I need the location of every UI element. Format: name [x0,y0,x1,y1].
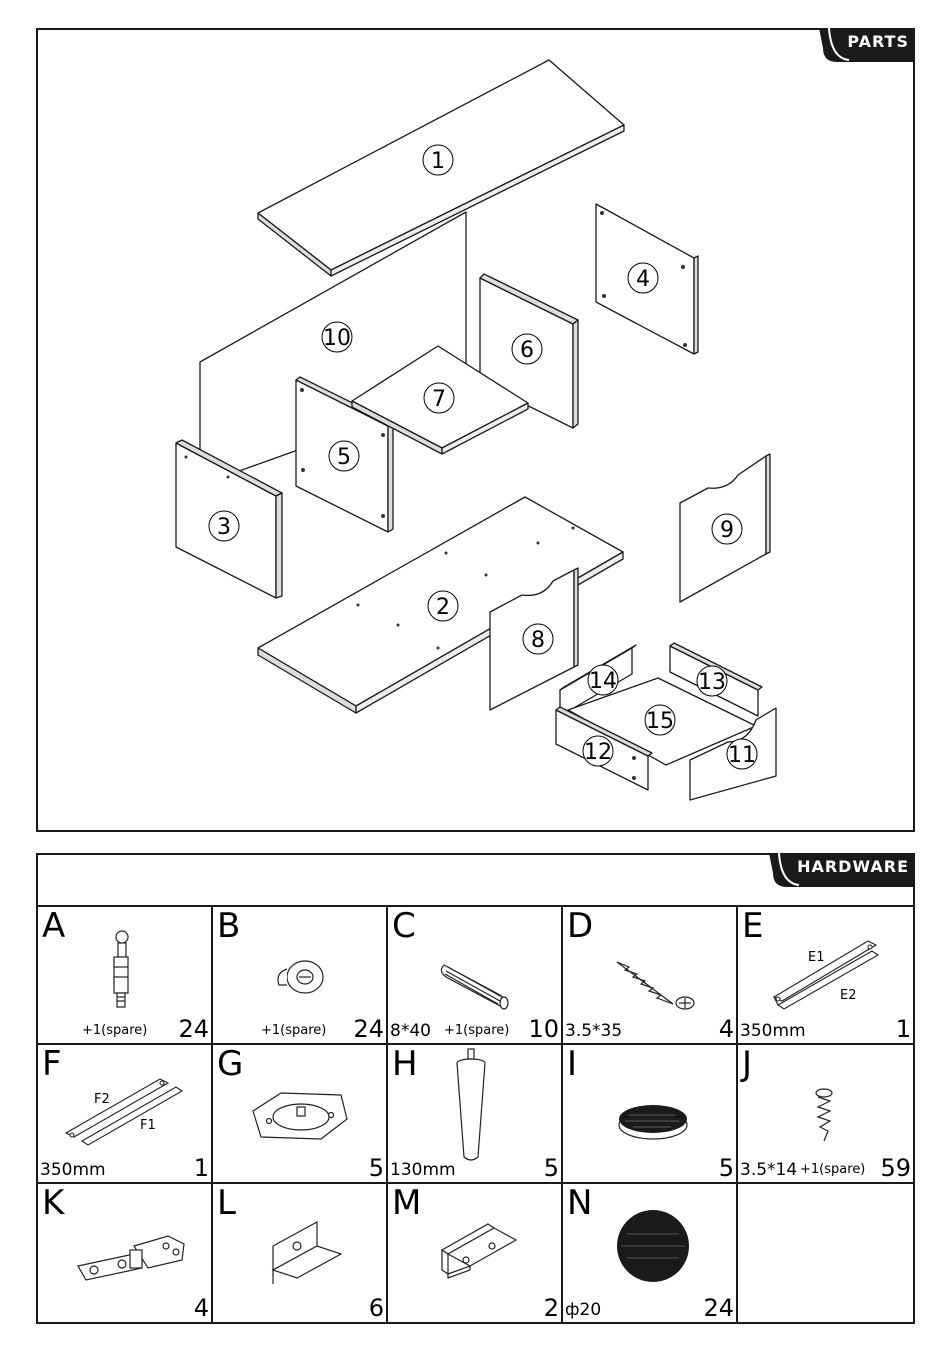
svg-text:3: 3 [217,515,231,540]
exploded-parts-diagram [38,30,913,830]
label-10 [322,322,352,352]
hardware-item-l [213,1184,388,1322]
item-size: 130mm [390,1159,456,1180]
label-5 [329,441,359,471]
svg-text:13: 13 [698,670,726,695]
label-8 [523,624,553,654]
hardware-tab-label: HARDWARE [797,857,909,876]
item-size: 3.5*35 [565,1021,623,1042]
item-qty: 4 [718,1015,734,1044]
item-qty: 24 [178,1015,209,1044]
sub-label-f1: F1 [140,1118,156,1134]
item-qty: 2 [543,1293,559,1322]
hardware-item-n [563,1184,738,1322]
item-qty: 4 [193,1293,209,1322]
hardware-item-k [38,1184,213,1322]
item-letter: M [392,1183,422,1223]
hardware-item-m [388,1184,563,1322]
hardware-item-d [563,907,738,1045]
item-letter: I [567,1045,578,1085]
label-4 [628,263,658,293]
svg-text:6: 6 [520,338,534,363]
label-1 [423,145,453,175]
parts-tab [819,28,915,62]
svg-text:10: 10 [323,326,351,351]
hardware-item-h [388,1045,563,1183]
corner-bracket-icon [213,1184,388,1322]
item-note: +1(spare) [261,1023,327,1039]
svg-text:4: 4 [636,267,650,292]
l-bracket-icon [388,1184,563,1322]
hinge-icon [38,1184,213,1322]
hardware-grid [38,905,913,1322]
label-7 [424,383,454,413]
item-qty: 6 [368,1293,384,1322]
parts-panel [36,28,915,832]
hardware-item-b [213,907,388,1045]
item-qty: 59 [880,1153,911,1182]
leg-mounting-plate-icon [213,1045,388,1183]
label-6 [512,334,542,364]
hardware-panel [36,853,915,1324]
svg-text:2: 2 [436,595,450,620]
item-letter: A [42,907,66,946]
label-13 [697,666,727,696]
svg-text:1: 1 [431,149,445,174]
item-letter: F [42,1045,62,1085]
item-letter: J [742,1045,753,1085]
sub-label-e1: E1 [808,950,825,965]
hardware-item-empty [738,1184,913,1322]
label-3 [209,511,239,541]
item-qty: 1 [895,1015,911,1044]
item-size: 350mm [40,1159,106,1180]
felt-pad-icon [563,1045,738,1183]
hardware-item-f [38,1045,213,1183]
item-size: 8*40 [390,1021,431,1042]
item-note: +1(spare) [444,1023,510,1039]
parts-tab-label: PARTS [847,32,909,51]
item-letter: E [742,907,764,946]
label-2 [428,591,458,621]
label-14 [588,665,618,695]
svg-text:12: 12 [584,740,612,765]
hardware-item-e [738,907,913,1045]
item-qty: 10 [528,1015,559,1044]
item-size: 3.5*14 [740,1159,798,1180]
svg-text:5: 5 [337,445,351,470]
hardware-item-a [38,907,213,1045]
item-letter: G [217,1045,244,1085]
hardware-item-j [738,1045,913,1183]
svg-text:9: 9 [720,518,734,543]
svg-text:15: 15 [646,709,674,734]
item-letter: L [217,1183,236,1223]
hardware-item-g [213,1045,388,1183]
item-qty: 5 [718,1153,734,1182]
item-note: +1(spare) [82,1023,148,1039]
label-12 [583,736,613,766]
item-letter: K [42,1183,65,1223]
item-letter: D [567,907,594,946]
item-letter: B [217,907,241,946]
svg-text:11: 11 [728,743,756,768]
item-qty: 1 [193,1153,209,1182]
item-qty: 24 [703,1293,734,1322]
label-9 [712,514,742,544]
svg-text:8: 8 [531,628,545,653]
label-11 [727,739,757,769]
svg-text:14: 14 [589,669,617,694]
item-size: ф20 [565,1299,602,1320]
item-qty: 5 [543,1153,559,1182]
item-size: 350mm [740,1021,806,1042]
item-letter: H [392,1045,418,1085]
hardware-item-c [388,907,563,1045]
item-note: +1(spare) [800,1161,866,1177]
hardware-item-i [563,1045,738,1183]
hardware-tab [769,853,915,887]
sub-label-e2: E2 [840,988,857,1003]
sub-label-f2: F2 [94,1092,110,1108]
label-15 [645,705,675,735]
item-letter: C [392,907,416,946]
item-letter: N [567,1183,593,1223]
item-qty: 5 [368,1153,384,1182]
svg-text:7: 7 [432,387,446,412]
item-qty: 24 [353,1015,384,1044]
